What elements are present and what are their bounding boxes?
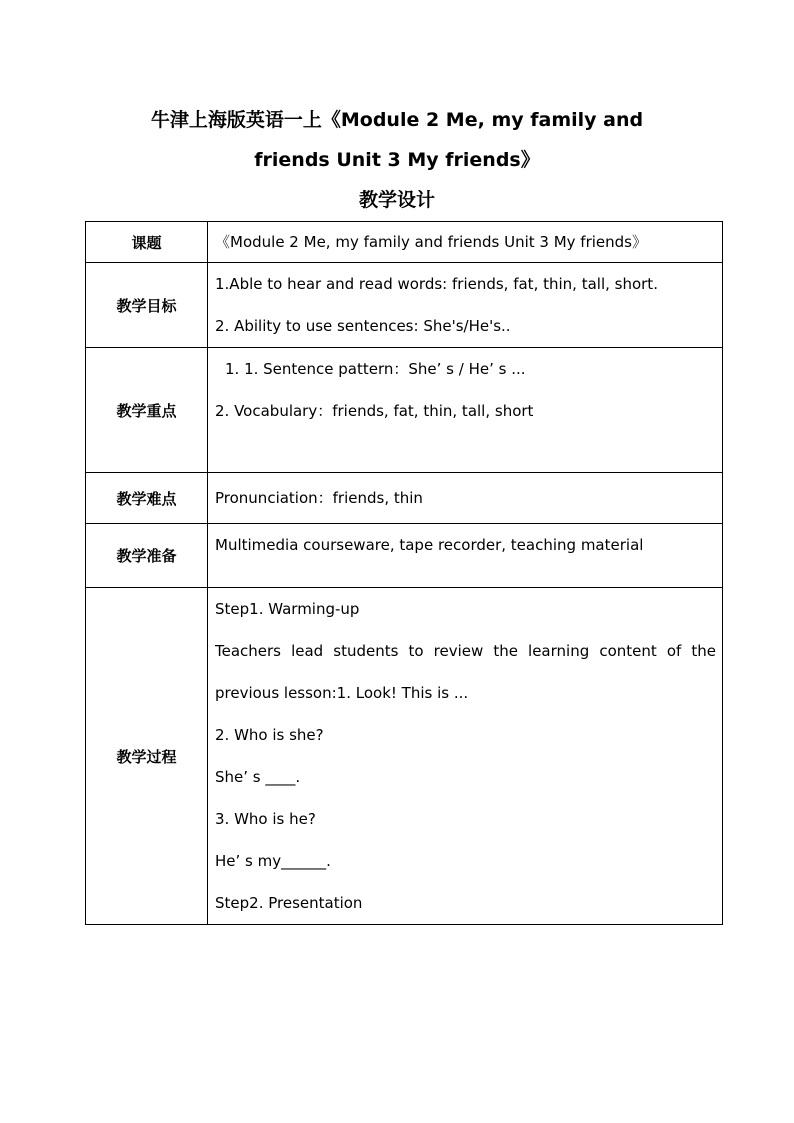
key-point-line-2: 2. Vocabulary：friends, fat, thin, tall, short <box>215 402 534 420</box>
table-row-difficulties <box>86 473 723 524</box>
content-topic <box>208 222 723 263</box>
process-line-7: He’ s my______. <box>215 852 331 870</box>
key-point-line-1: 1. 1. Sentence pattern：She’ s / He’ s ... <box>225 360 526 378</box>
label-key-points: 教学重点 <box>86 348 208 473</box>
difficulty-line-1: Pronunciation：friends, thin <box>215 489 423 507</box>
content-preparation <box>208 524 723 588</box>
objective-line-2: 2. Ability to use sentences: She's/He's.. <box>215 317 511 335</box>
content-difficulties <box>208 473 723 524</box>
preparation-line-1: Multimedia courseware, tape recorder, teaching material <box>215 536 644 554</box>
label-objectives: 教学目标 <box>86 263 208 348</box>
title-line-3: 教学设计 <box>358 189 435 211</box>
topic-text: 《Module 2 Me, my family and friends Unit 3 My friends》 <box>215 233 647 251</box>
process-line-3: previous lesson:1. Look! This is ... <box>215 684 469 702</box>
table-row-process <box>86 588 723 925</box>
table-row-preparation <box>86 524 723 588</box>
process-line-8: Step2. Presentation <box>215 894 363 912</box>
process-line-6: 3. Who is he? <box>215 810 316 828</box>
table-row-key-points <box>86 348 723 473</box>
content-process <box>208 588 723 925</box>
lesson-plan-table <box>85 221 723 925</box>
table-row-topic <box>86 222 723 263</box>
process-line-4: 2. Who is she? <box>215 726 324 744</box>
document-title <box>0 100 794 220</box>
title-line-1: 牛津上海版英语一上《Module 2 Me, my family and <box>150 109 644 131</box>
content-objectives <box>208 263 723 348</box>
process-line-5: She’ s ____. <box>215 768 301 786</box>
table-row-objectives <box>86 263 723 348</box>
label-preparation: 教学准备 <box>86 524 208 588</box>
content-key-points <box>208 348 723 473</box>
label-difficulties: 教学难点 <box>86 473 208 524</box>
label-process: 教学过程 <box>86 588 208 925</box>
label-topic: 课题 <box>86 222 208 263</box>
title-line-2: friends Unit 3 My friends》 <box>254 149 540 171</box>
objective-line-1: 1.Able to hear and read words: friends, fat, thin, tall, short. <box>215 275 658 293</box>
process-line-1: Step1. Warming-up <box>215 600 360 618</box>
process-line-2: Teachers lead students to review the learning content of the <box>215 642 716 660</box>
